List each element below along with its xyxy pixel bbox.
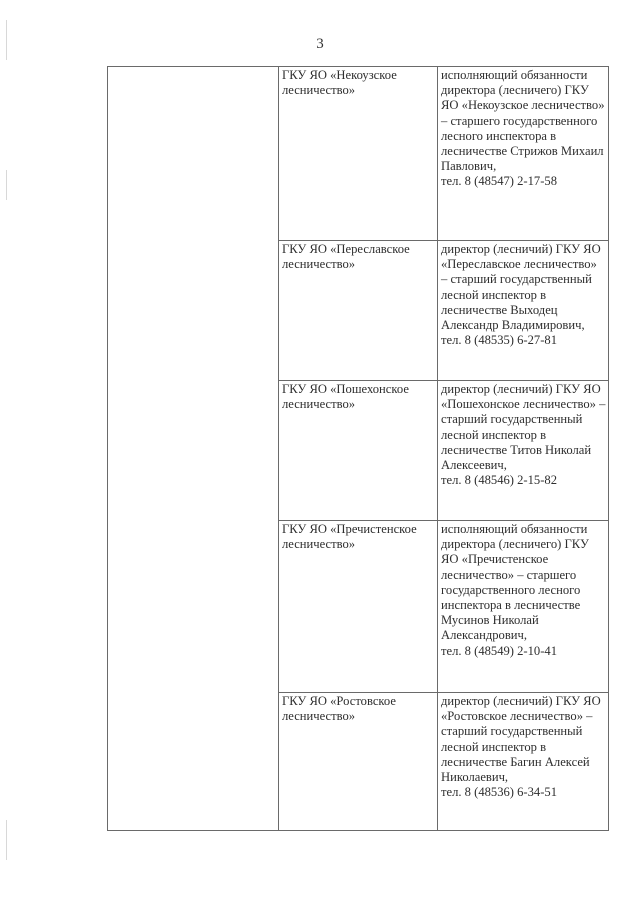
org-cell: ГКУ ЯО «Переславское лесничество» bbox=[279, 241, 438, 381]
inspector-cell bbox=[438, 67, 609, 241]
phone-text: тел. 8 (48546) 2-15-82 bbox=[441, 473, 558, 488]
phone-text: тел. 8 (48547) 2-17-58 bbox=[441, 174, 558, 189]
inspector-cell bbox=[438, 241, 609, 381]
inspector-cell bbox=[438, 381, 609, 521]
forestry-table bbox=[107, 66, 609, 831]
inspector-cell bbox=[438, 693, 609, 831]
phone-text: тел. 8 (48535) 6-27-81 bbox=[441, 333, 558, 348]
phone-text: тел. 8 (48536) 6-34-51 bbox=[441, 785, 558, 800]
inspector-cell bbox=[438, 521, 609, 693]
phone-text: тел. 8 (48549) 2-10-41 bbox=[441, 643, 558, 658]
org-cell: ГКУ ЯО «Ростовское лесничество» bbox=[279, 693, 438, 831]
org-cell: ГКУ ЯО «Некоузское лесничество» bbox=[279, 67, 438, 241]
scan-edge-mark-middle bbox=[6, 170, 7, 200]
inspector-text: директор (лесничий) ГКУ ЯО «Пошехонское лесничество» – старший государственный лесной инспектор в лесничестве Титов Николай Алексеевич, bbox=[441, 382, 606, 473]
table-row-nekouz bbox=[108, 67, 609, 241]
org-cell: ГКУ ЯО «Пречистенское лесничество» bbox=[279, 521, 438, 693]
org-cell: ГКУ ЯО «Пошехонское лесничество» bbox=[279, 381, 438, 521]
inspector-text: исполняющий обязанности директора (лесничего) ГКУ ЯО «Некоузское лесничество» – старшего государственного лесного инспектора в лесничестве Стрижов Михаил Павлович, bbox=[441, 68, 605, 174]
scan-edge-mark-bottom bbox=[6, 820, 7, 860]
inspector-text: директор (лесничий) ГКУ ЯО «Ростовское лесничество» – старший государственный лесной инспектор в лесничестве Багин Алексей Николаевич, bbox=[441, 694, 601, 785]
inspector-text: директор (лесничий) ГКУ ЯО «Переславское лесничество» – старший государственный лесной инспектор в лесничестве Выходец Александр Владимирович, bbox=[441, 242, 601, 333]
page-number: 3 bbox=[316, 36, 324, 52]
inspector-text: исполняющий обязанности директора (лесничего) ГКУ ЯО «Пречистенское лесничество» – старшего государственного лесного инспектора в лесничестве Мусинов Николай Александрович, bbox=[441, 522, 589, 643]
empty-cell bbox=[108, 67, 279, 831]
